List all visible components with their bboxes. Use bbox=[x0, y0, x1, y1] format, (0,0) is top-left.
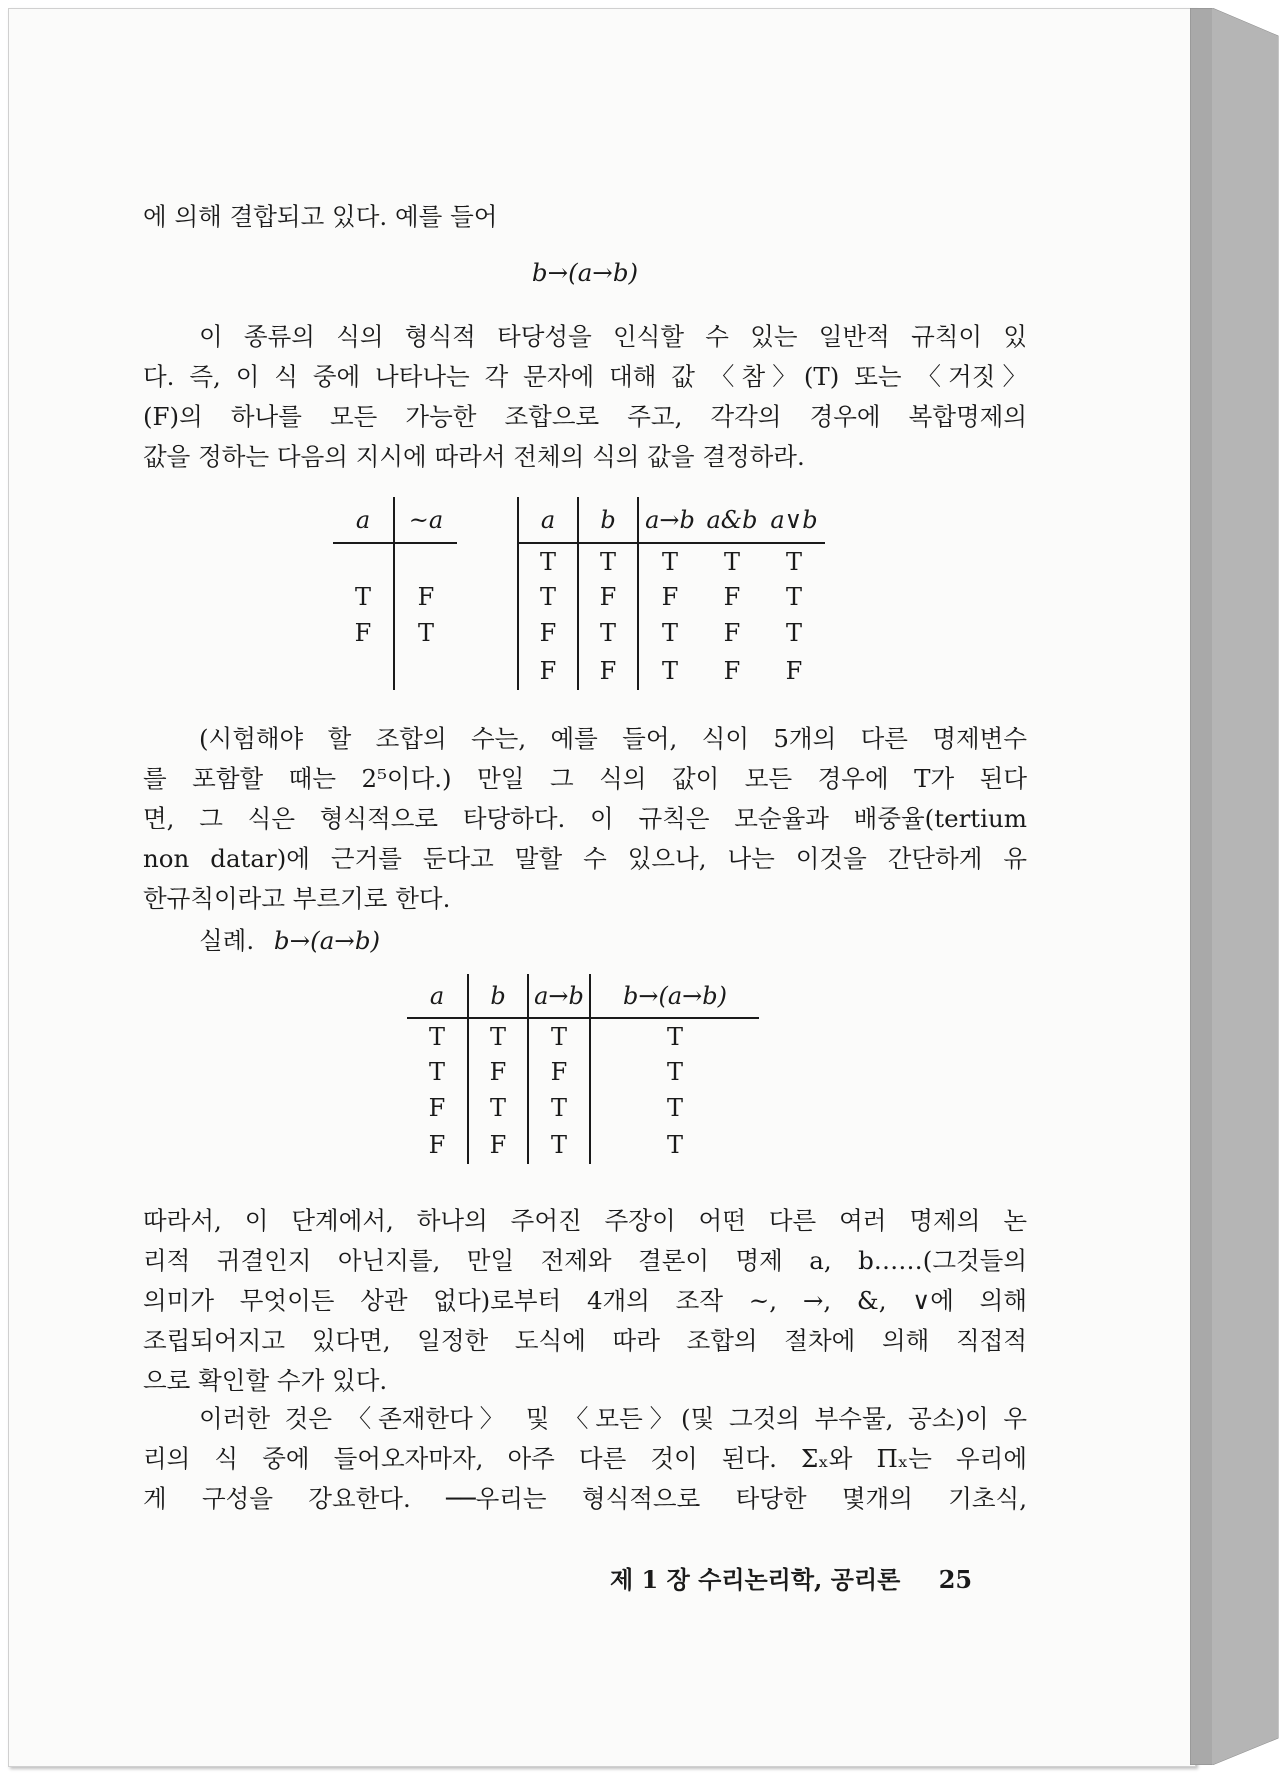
running-footer bbox=[610, 1560, 972, 1595]
cell: T bbox=[661, 656, 678, 685]
cell: T bbox=[528, 1090, 590, 1126]
cell: F bbox=[661, 583, 679, 611]
cell: T bbox=[518, 579, 578, 615]
cell: F bbox=[578, 651, 638, 690]
cell: F bbox=[785, 656, 803, 685]
p1-line-2: 다. 즉, 이 식 중에 나타나는 각 문자에 대해 값 〈참〉(T) 또는 〈거짓〉 bbox=[143, 362, 1027, 391]
example-formula: b→(a→b) bbox=[273, 926, 381, 955]
cell: T bbox=[666, 1094, 683, 1122]
example-line bbox=[199, 922, 380, 957]
p3-line-3: 의미가 무엇이든 상관 없다)로부터 4개의 조작 ~, →, &, ∨에 의해 bbox=[143, 1286, 1027, 1315]
p3-line-4: 조립되어지고 있다면, 일정한 도식에 따라 조합의 절차에 의해 직접적 bbox=[143, 1326, 1027, 1355]
header-cell: a→b bbox=[638, 497, 701, 543]
header-cell: a bbox=[518, 497, 578, 543]
cell: T bbox=[468, 1018, 528, 1054]
cell bbox=[333, 651, 394, 690]
cell: F bbox=[723, 656, 741, 685]
intro-line: 에 의해 결합되고 있다. 예를 들어 bbox=[143, 202, 498, 231]
p4-line-2: 리의 식 중에 들어오자마자, 아주 다른 것이 된다. Σₓ와 Πₓ는 우리에 bbox=[143, 1444, 1027, 1473]
p4-line-1: 이러한 것은 〈존재한다〉 및 〈모든〉(및 그것의 부수물, 공소)이 우 bbox=[199, 1404, 1027, 1433]
cell: F bbox=[468, 1054, 528, 1090]
p3-line-2: 리적 귀결인지 아닌지를, 만일 전제와 결론이 명제 a, b……(그것들의 bbox=[143, 1246, 1027, 1275]
cell: T bbox=[333, 579, 394, 615]
header-cell: b bbox=[578, 497, 638, 543]
cell: T bbox=[661, 619, 678, 647]
cell: T bbox=[528, 1126, 590, 1164]
page-number: 25 bbox=[938, 1565, 973, 1594]
cell bbox=[394, 543, 457, 579]
cell: T bbox=[723, 547, 740, 576]
cell: T bbox=[468, 1090, 528, 1126]
cell: T bbox=[666, 1058, 683, 1086]
truth-table-example bbox=[407, 974, 759, 1164]
header-cell: b→(a→b) bbox=[590, 974, 759, 1018]
cell: T bbox=[407, 1018, 468, 1054]
cell: T bbox=[666, 1022, 683, 1051]
cell: F bbox=[723, 619, 741, 647]
cell: F bbox=[417, 583, 435, 611]
p3-line-5: 으로 확인할 수가 있다. bbox=[143, 1366, 388, 1395]
cell: T bbox=[661, 547, 678, 576]
cell bbox=[394, 651, 457, 690]
header-cell: a→b bbox=[528, 974, 590, 1018]
header-cell: a&b bbox=[701, 497, 763, 543]
cell: F bbox=[578, 579, 638, 615]
cell: T bbox=[666, 1131, 683, 1159]
cell: F bbox=[518, 615, 578, 651]
header-cell: ~a bbox=[394, 497, 457, 543]
p2-line-3: 면, 그 식은 형식적으로 타당하다. 이 규칙은 모순율과 배중율(tertium bbox=[143, 804, 1027, 833]
header-cell: a∨b bbox=[763, 497, 825, 543]
page-stack-edge bbox=[1190, 8, 1280, 1765]
header-cell: b bbox=[468, 974, 528, 1018]
cell: F bbox=[333, 615, 394, 651]
cell: T bbox=[578, 543, 638, 579]
p2-line-2: 를 포함할 때는 2⁵이다.) 만일 그 식의 값이 모든 경우에 T가 된다 bbox=[143, 764, 1027, 793]
cell: T bbox=[785, 547, 802, 576]
p2-line-1: (시험해야 할 조합의 수는, 예를 들어, 식이 5개의 다른 명제변수 bbox=[199, 724, 1027, 753]
cell: T bbox=[417, 619, 434, 647]
formula-1: b→(a→b) bbox=[531, 258, 639, 287]
p1-line-3: (F)의 하나를 모든 가능한 조합으로 주고, 각각의 경우에 복합명제의 bbox=[143, 402, 1027, 431]
header-cell: a bbox=[407, 974, 468, 1018]
cell: T bbox=[785, 583, 802, 611]
cell: F bbox=[407, 1090, 468, 1126]
p1-line-4: 값을 정하는 다음의 지시에 따라서 전체의 식의 값을 결정하라. bbox=[143, 442, 805, 471]
cell: T bbox=[785, 619, 802, 647]
example-label: 실례. bbox=[199, 926, 255, 955]
cell: F bbox=[518, 651, 578, 690]
p2-line-5: 한규칙이라고 부르기로 한다. bbox=[143, 884, 451, 913]
header-cell: a bbox=[333, 497, 394, 543]
p4-line-3: 게 구성을 강요한다. ──우리는 형식적으로 타당한 몇개의 기초식, bbox=[143, 1484, 1027, 1513]
cell: T bbox=[528, 1018, 590, 1054]
cell: T bbox=[578, 615, 638, 651]
chapter-title: 제 1 장 수리논리학, 공리론 bbox=[610, 1565, 901, 1594]
cell: F bbox=[723, 583, 741, 611]
cell: F bbox=[407, 1126, 468, 1164]
cell: T bbox=[407, 1054, 468, 1090]
p3-line-1: 따라서, 이 단계에서, 하나의 주어진 주장이 어떤 다른 여러 명제의 논 bbox=[143, 1206, 1027, 1235]
p1-line-1: 이 종류의 식의 형식적 타당성을 인식할 수 있는 일반적 규칙이 있 bbox=[199, 322, 1027, 351]
cell: F bbox=[468, 1126, 528, 1164]
p2-line-4: non datar)에 근거를 둔다고 말할 수 있으나, 나는 이것을 간단하게 유 bbox=[143, 844, 1027, 873]
cell bbox=[333, 543, 394, 579]
truth-table-negation bbox=[333, 497, 457, 690]
cell: T bbox=[518, 543, 578, 579]
cell: F bbox=[528, 1054, 590, 1090]
truth-table-connectives bbox=[517, 497, 825, 690]
